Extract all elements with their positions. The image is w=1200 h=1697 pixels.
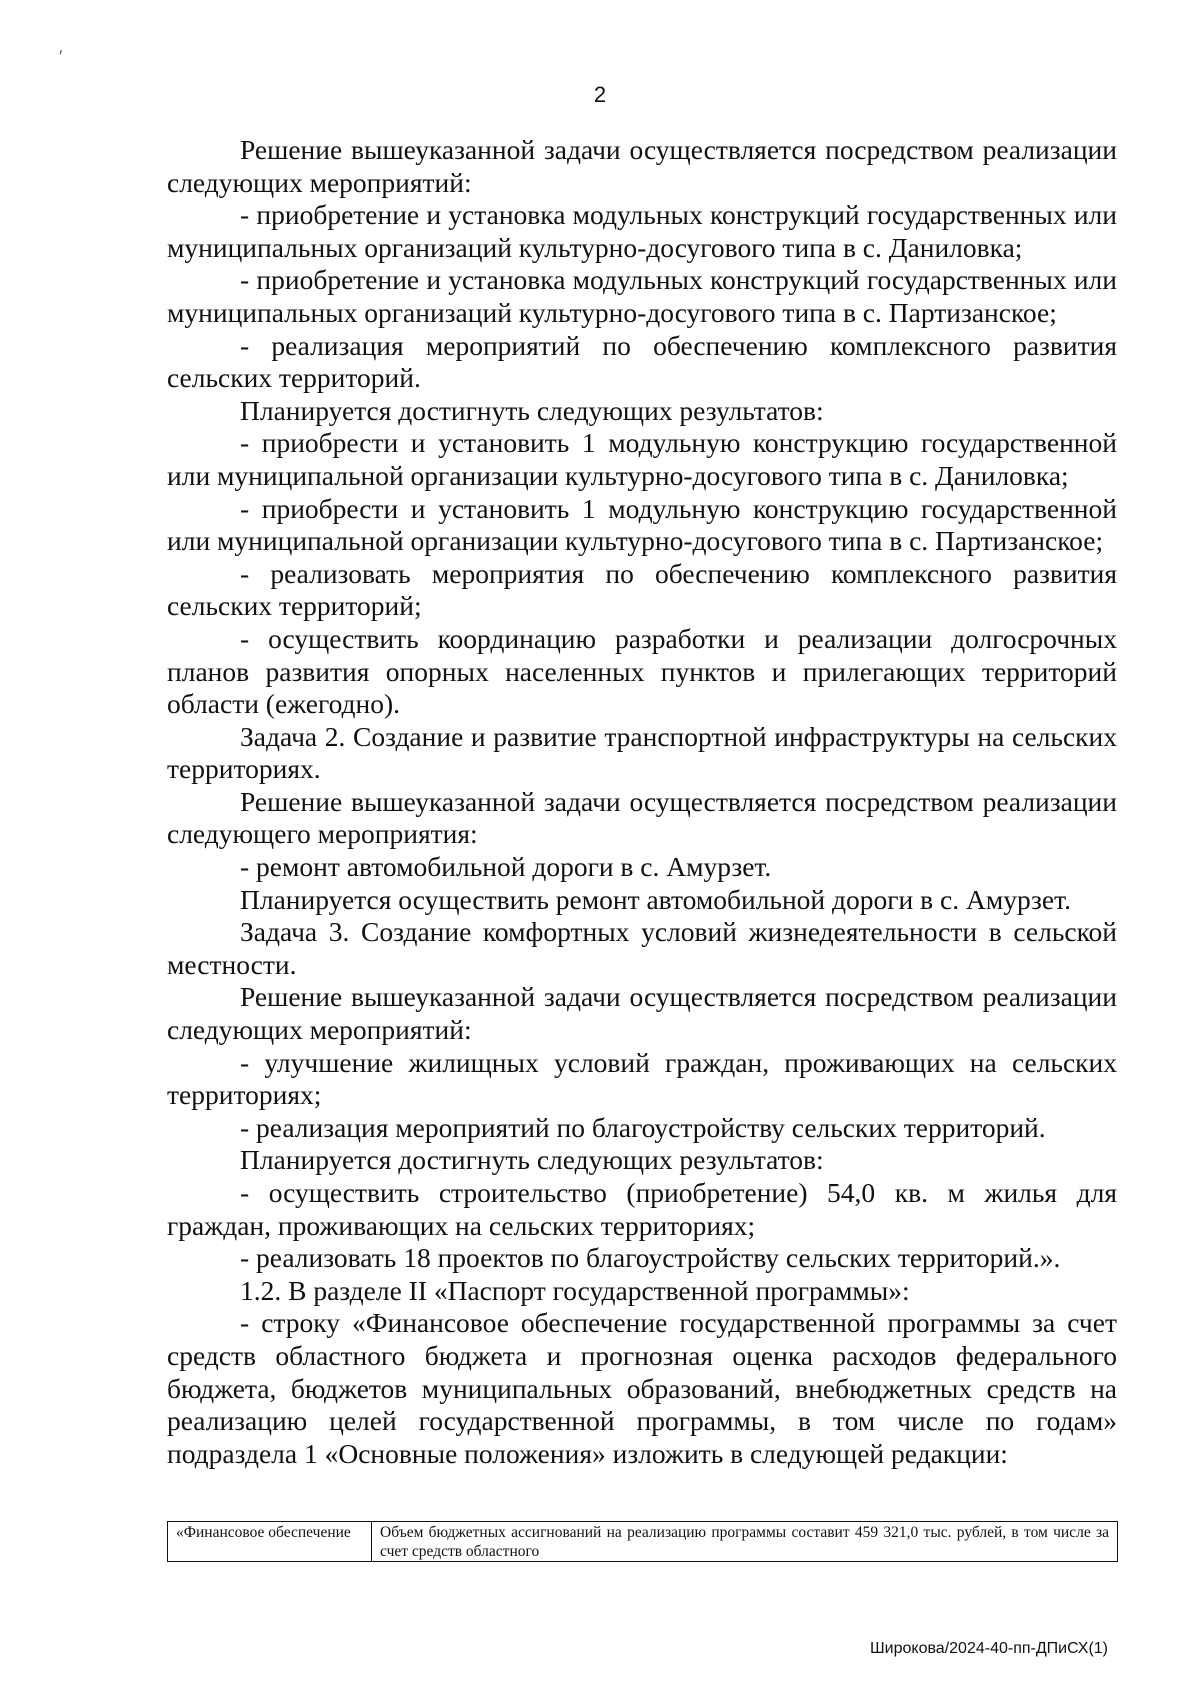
stray-mark: ' — [55, 45, 64, 67]
paragraph: Планируется достигнуть следующих результатов: — [240, 1144, 824, 1176]
table-value-cell: Объем бюджетных ассигнований на реализацию программы составит 459 321,0 тыс. рублей, в том числе за счет средств областного — [372, 1522, 1118, 1562]
paragraph: Решение вышеуказанной задачи осуществляется посредством реализации следующих мероприятий: — [167, 134, 1117, 198]
table-row — [168, 1522, 1118, 1562]
paragraph: - реализовать 18 проектов по благоустройству сельских территорий.». — [240, 1242, 1061, 1274]
paragraph: - приобретение и установка модульных конструкций государственных или муниципальных организаций культурно-досугового типа в с. Партизанское; — [167, 264, 1117, 328]
footer-document-code: Широкова/2024-40-пп-ДПиСХ(1) — [870, 1640, 1108, 1657]
paragraph: Планируется осуществить ремонт автомобильной дороги в с. Амурзет. — [240, 883, 1071, 915]
paragraph: - приобрести и установить 1 модульную конструкцию государственной или муниципальной организации культурно-досугового типа в с. Партизанское; — [167, 492, 1117, 557]
document-body — [167, 134, 1117, 1470]
paragraph: - осуществить строительство (приобретение) 54,0 кв. м жилья для граждан, проживающих на сельских территориях; — [167, 1177, 1117, 1241]
paragraph: - реализация мероприятий по обеспечению комплексного развития сельских территорий. — [167, 329, 1117, 394]
page-number: 2 — [593, 82, 607, 107]
paragraph: - осуществить координацию разработки и реализации долгосрочных планов развития опорных населенных пунктов и прилегающих территорий области (ежегодно). — [167, 622, 1117, 720]
paragraph: - приобретение и установка модульных конструкций государственных или муниципальных организаций культурно-досугового типа в с. Даниловка; — [167, 199, 1117, 263]
page-bottom-blank — [166, 1563, 1119, 1583]
paragraph: - улучшение жилищных условий граждан, проживающих на сельских территориях; — [167, 1046, 1117, 1111]
paragraph: - реализация мероприятий по благоустройству сельских территорий. — [240, 1111, 1046, 1143]
paragraph: 1.2. В разделе II «Паспорт государственной программы»: — [240, 1274, 910, 1306]
paragraph: Решение вышеуказанной задачи осуществляется посредством реализации следующего мероприятия: — [167, 785, 1117, 850]
paragraph: - приобрести и установить 1 модульную конструкцию государственной или муниципальной организации культурно-досугового типа в с. Даниловка; — [167, 427, 1117, 491]
paragraph: - реализовать мероприятия по обеспечению комплексного развития сельских территорий; — [167, 557, 1117, 622]
paragraph: Планируется достигнуть следующих результатов: — [240, 394, 824, 426]
paragraph: - ремонт автомобильной дороги в с. Амурзет. — [240, 851, 772, 883]
paragraph: Задача 3. Создание комфортных условий жизнедеятельности в сельской местности. — [167, 916, 1117, 980]
finance-table — [167, 1521, 1118, 1562]
paragraph: - строку «Финансовое обеспечение государственной программы за счет средств областного бюджета и прогнозная оценка расходов федерального бюджета, бюджетов муниципальных образований, внебюджетных средств на реализацию целей государственной программы, в том числе по годам» подраздела 1 «Основные положения» изложить в следующей редакции: — [167, 1307, 1117, 1469]
table-label-cell: «Финансовое обеспечение — [168, 1522, 372, 1562]
paragraph: Решение вышеуказанной задачи осуществляется посредством реализации следующих мероприятий: — [167, 981, 1117, 1046]
paragraph: Задача 2. Создание и развитие транспортной инфраструктуры на сельских территориях. — [167, 720, 1117, 785]
